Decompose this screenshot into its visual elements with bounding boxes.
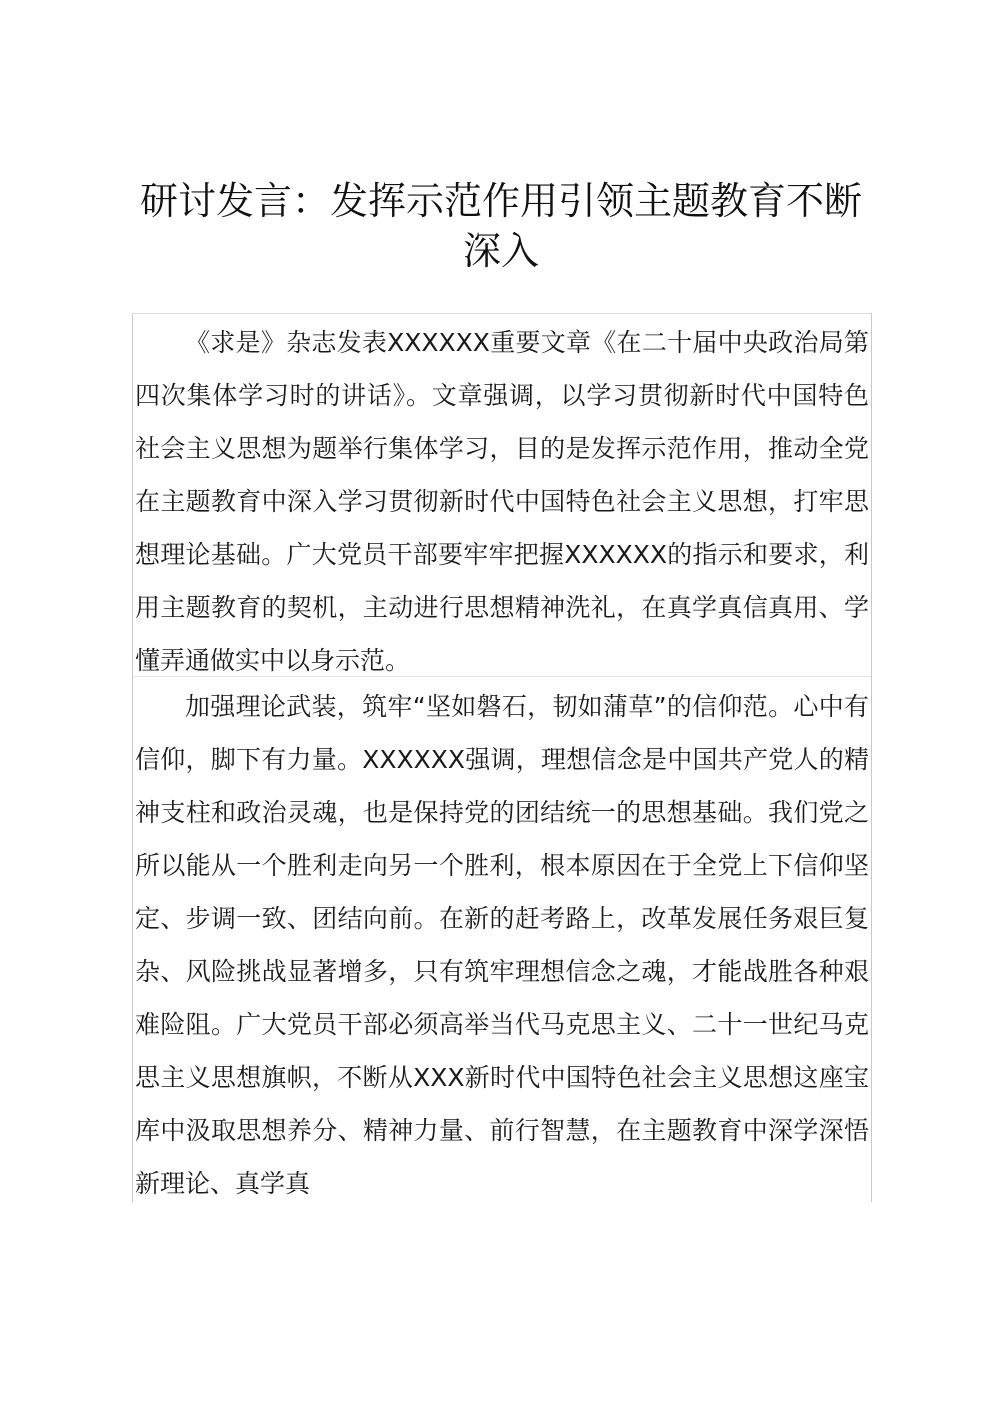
paragraph-divider [133,676,871,677]
paragraph-2: 加强理论武装，筑牢“坚如磐石，韧如蒲草”的信仰范。心中有信仰，脚下有力量。XXXXXX强调，理想信念是中国共产党人的精神支柱和政治灵魂，也是保持党的团结统一的思想基础。我们党之所以能从一个胜利走向另一个胜利，根本原因在于全党上下信仰坚定、步调一致、团结向前。在新的赶考路上，改革发展任务艰巨复杂、风险挑战显著增多，只有筑牢理想信念之魂，才能战胜各种艰难险阻。广大党员干部必须高举当代马克思主义、二十一世纪马克思主义思想旗帜，不断从XXX新时代中国特色社会主义思想这座宝库中汲取思想养分、精神力量、前行智慧，在主题教育中深学深悟新理论、真学真 [135,692,869,1198]
document-title: 研讨发言：发挥示范作用引领主题教育不断深入 [139,179,862,273]
document-body [132,313,872,1202]
paragraph-1: 《求是》杂志发表XXXXXX重要文章《在二十届中央政治局第四次集体学习时的讲话》。文章强调，以学习贯彻新时代中国特色社会主义思想为题举行集体学习，目的是发挥示范作用，推动全党在主题教育中深入学习贯彻新时代中国特色社会主义思想，打牢思想理论基础。广大党员干部要牢牢把握XXXXXX的指示和要求，利用主题教育的契机，主动进行思想精神洗礼，在真学真信真用、学懂弄通做实中以身示范。 [135,328,869,675]
